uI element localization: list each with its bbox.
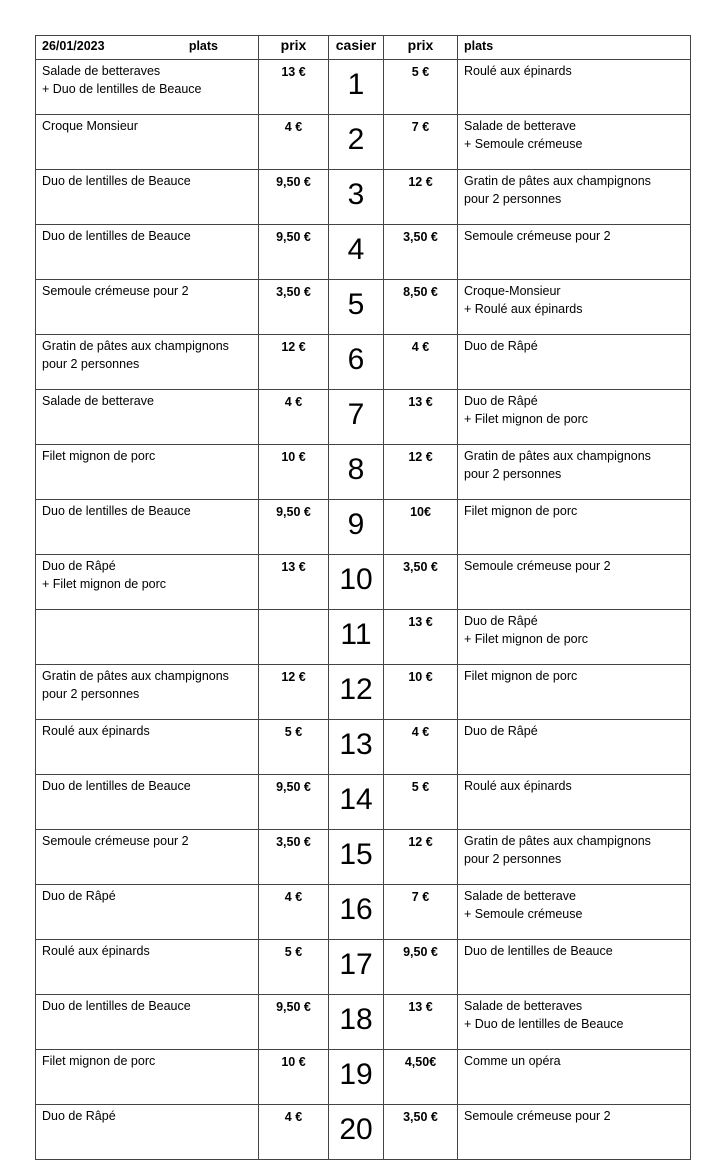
casier-number: 8	[329, 445, 384, 500]
table-row	[36, 60, 691, 115]
right-price: 3,50 €	[384, 1105, 458, 1160]
casier-number: 1	[329, 60, 384, 115]
left-dish	[36, 775, 259, 830]
left-price: 12 €	[259, 665, 329, 720]
left-dish-line: Roulé aux épinards	[42, 724, 150, 738]
right-dish-line: Salade de betterave	[464, 119, 576, 133]
left-dish	[36, 500, 259, 555]
header-prix-left: prix	[259, 36, 329, 60]
left-dish-line: Duo de lentilles de Beauce	[42, 174, 191, 188]
table-row	[36, 390, 691, 445]
casier-number: 20	[329, 1105, 384, 1160]
left-dish-line: Gratin de pâtes aux champignons	[42, 339, 229, 353]
header-row	[36, 36, 691, 60]
casier-number: 17	[329, 940, 384, 995]
table-row	[36, 775, 691, 830]
right-price: 3,50 €	[384, 225, 458, 280]
casier-number: 9	[329, 500, 384, 555]
right-dish	[458, 555, 691, 610]
casier-number: 11	[329, 610, 384, 665]
header-plats-right: plats	[458, 36, 691, 60]
left-dish-line: Duo de lentilles de Beauce	[42, 504, 191, 518]
right-dish-line: Duo de Râpé	[464, 339, 538, 353]
right-dish-line: + Filet mignon de porc	[464, 412, 589, 426]
casier-number: 6	[329, 335, 384, 390]
right-price: 3,50 €	[384, 555, 458, 610]
casier-number: 18	[329, 995, 384, 1050]
date: 26/01/2023	[42, 39, 105, 53]
right-dish-line: Comme un opéra	[464, 1054, 561, 1068]
casier-number: 13	[329, 720, 384, 775]
right-dish-line: + Duo de lentilles de Beauce	[464, 1017, 624, 1031]
left-dish-line: pour 2 personnes	[42, 687, 140, 701]
left-price: 9,50 €	[259, 775, 329, 830]
right-dish-line: + Semoule crémeuse	[464, 137, 583, 151]
right-dish-line: Duo de Râpé	[464, 724, 538, 738]
left-price: 12 €	[259, 335, 329, 390]
left-price: 10 €	[259, 445, 329, 500]
right-dish-line: Roulé aux épinards	[464, 64, 572, 78]
right-price: 10 €	[384, 665, 458, 720]
right-dish-line: Duo de lentilles de Beauce	[464, 944, 613, 958]
left-dish-line: + Filet mignon de porc	[42, 577, 167, 591]
table-row	[36, 500, 691, 555]
left-price: 9,50 €	[259, 995, 329, 1050]
casier-number: 2	[329, 115, 384, 170]
left-dish-line: Filet mignon de porc	[42, 449, 156, 463]
right-dish-line: Gratin de pâtes aux champignons	[464, 449, 651, 463]
left-dish-line: pour 2 personnes	[42, 357, 140, 371]
left-dish	[36, 445, 259, 500]
left-dish	[36, 555, 259, 610]
left-dish	[36, 720, 259, 775]
header-date-plats	[36, 36, 259, 60]
right-dish-line: Salade de betteraves	[464, 999, 583, 1013]
casier-number: 16	[329, 885, 384, 940]
table-row	[36, 940, 691, 995]
table-row	[36, 995, 691, 1050]
right-price: 12 €	[384, 445, 458, 500]
left-price: 3,50 €	[259, 280, 329, 335]
right-dish-line: Gratin de pâtes aux champignons	[464, 834, 651, 848]
right-dish	[458, 280, 691, 335]
left-dish	[36, 335, 259, 390]
left-price: 13 €	[259, 60, 329, 115]
table-row	[36, 885, 691, 940]
right-dish-line: pour 2 personnes	[464, 852, 562, 866]
left-price: 13 €	[259, 555, 329, 610]
left-dish	[36, 1105, 259, 1160]
left-dish-line: Duo de Râpé	[42, 889, 116, 903]
right-price: 5 €	[384, 775, 458, 830]
right-dish	[458, 335, 691, 390]
left-dish	[36, 280, 259, 335]
right-dish	[458, 775, 691, 830]
casier-number: 15	[329, 830, 384, 885]
left-dish-line: Duo de lentilles de Beauce	[42, 999, 191, 1013]
right-dish	[458, 1050, 691, 1105]
right-dish-line: pour 2 personnes	[464, 467, 562, 481]
right-dish	[458, 940, 691, 995]
right-price: 8,50 €	[384, 280, 458, 335]
left-price: 10 €	[259, 1050, 329, 1105]
casier-number: 7	[329, 390, 384, 445]
casier-number: 10	[329, 555, 384, 610]
left-dish-line: Filet mignon de porc	[42, 1054, 156, 1068]
left-dish	[36, 60, 259, 115]
menu-table	[35, 35, 691, 1160]
table-row	[36, 555, 691, 610]
right-price: 13 €	[384, 995, 458, 1050]
left-dish	[36, 390, 259, 445]
right-dish	[458, 830, 691, 885]
right-dish-line: + Semoule crémeuse	[464, 907, 583, 921]
left-dish	[36, 170, 259, 225]
left-dish-line: Semoule crémeuse pour 2	[42, 834, 189, 848]
right-dish-line: Semoule crémeuse pour 2	[464, 229, 611, 243]
left-dish	[36, 885, 259, 940]
left-dish-line: + Duo de lentilles de Beauce	[42, 82, 202, 96]
casier-number: 5	[329, 280, 384, 335]
left-price: 9,50 €	[259, 225, 329, 280]
left-dish	[36, 1050, 259, 1105]
left-price: 4 €	[259, 1105, 329, 1160]
right-dish	[458, 500, 691, 555]
right-dish-line: Gratin de pâtes aux champignons	[464, 174, 651, 188]
table-row	[36, 830, 691, 885]
right-dish	[458, 610, 691, 665]
right-dish-line: Roulé aux épinards	[464, 779, 572, 793]
left-dish-line: Gratin de pâtes aux champignons	[42, 669, 229, 683]
table-row	[36, 665, 691, 720]
right-price: 5 €	[384, 60, 458, 115]
left-dish	[36, 940, 259, 995]
header-prix-right: prix	[384, 36, 458, 60]
left-dish	[36, 830, 259, 885]
right-price: 12 €	[384, 170, 458, 225]
casier-number: 4	[329, 225, 384, 280]
left-dish	[36, 995, 259, 1050]
right-dish	[458, 1105, 691, 1160]
right-dish-line: + Filet mignon de porc	[464, 632, 589, 646]
right-price: 13 €	[384, 610, 458, 665]
right-price: 12 €	[384, 830, 458, 885]
right-dish	[458, 720, 691, 775]
left-price: 4 €	[259, 885, 329, 940]
left-dish-line: Salade de betterave	[42, 394, 154, 408]
right-dish-line: Semoule crémeuse pour 2	[464, 1109, 611, 1123]
right-price: 4 €	[384, 335, 458, 390]
left-price	[259, 610, 329, 665]
right-dish	[458, 225, 691, 280]
left-price: 3,50 €	[259, 830, 329, 885]
table-row	[36, 115, 691, 170]
right-dish	[458, 115, 691, 170]
right-price: 13 €	[384, 390, 458, 445]
right-price: 7 €	[384, 115, 458, 170]
casier-number: 3	[329, 170, 384, 225]
right-dish-line: Filet mignon de porc	[464, 504, 578, 518]
right-price: 9,50 €	[384, 940, 458, 995]
casier-number: 19	[329, 1050, 384, 1105]
left-dish-line: Duo de lentilles de Beauce	[42, 779, 191, 793]
left-price: 4 €	[259, 115, 329, 170]
table-row	[36, 610, 691, 665]
left-dish-line: Duo de Râpé	[42, 559, 116, 573]
right-dish-line: Filet mignon de porc	[464, 669, 578, 683]
table-row	[36, 170, 691, 225]
left-price: 5 €	[259, 720, 329, 775]
right-dish	[458, 445, 691, 500]
left-dish-line: Salade de betteraves	[42, 64, 161, 78]
right-dish	[458, 390, 691, 445]
right-dish	[458, 60, 691, 115]
table-row	[36, 335, 691, 390]
left-price: 5 €	[259, 940, 329, 995]
table-row	[36, 1105, 691, 1160]
table-row	[36, 1050, 691, 1105]
right-price: 4 €	[384, 720, 458, 775]
left-dish-line: Croque Monsieur	[42, 119, 138, 133]
header-plats-left: plats	[188, 39, 218, 53]
right-dish	[458, 665, 691, 720]
casier-number: 12	[329, 665, 384, 720]
left-price: 4 €	[259, 390, 329, 445]
left-price: 9,50 €	[259, 500, 329, 555]
left-dish	[36, 225, 259, 280]
left-dish	[36, 665, 259, 720]
table-row	[36, 280, 691, 335]
right-dish-line: Croque-Monsieur	[464, 284, 561, 298]
right-dish-line: Duo de Râpé	[464, 614, 538, 628]
right-dish-line: + Roulé aux épinards	[464, 302, 583, 316]
left-dish	[36, 610, 259, 665]
right-dish	[458, 885, 691, 940]
header-casier: casier	[329, 36, 384, 60]
right-dish-line: Duo de Râpé	[464, 394, 538, 408]
right-dish	[458, 170, 691, 225]
right-dish-line: Semoule crémeuse pour 2	[464, 559, 611, 573]
left-dish	[36, 115, 259, 170]
left-dish-line: Semoule crémeuse pour 2	[42, 284, 189, 298]
table-row	[36, 720, 691, 775]
right-dish-line: Salade de betterave	[464, 889, 576, 903]
right-dish	[458, 995, 691, 1050]
right-price: 7 €	[384, 885, 458, 940]
right-dish-line: pour 2 personnes	[464, 192, 562, 206]
table-row	[36, 445, 691, 500]
left-dish-line: Duo de Râpé	[42, 1109, 116, 1123]
left-dish-line: Roulé aux épinards	[42, 944, 150, 958]
table-row	[36, 225, 691, 280]
right-price: 10€	[384, 500, 458, 555]
left-dish-line: Duo de lentilles de Beauce	[42, 229, 191, 243]
left-price: 9,50 €	[259, 170, 329, 225]
casier-number: 14	[329, 775, 384, 830]
right-price: 4,50€	[384, 1050, 458, 1105]
